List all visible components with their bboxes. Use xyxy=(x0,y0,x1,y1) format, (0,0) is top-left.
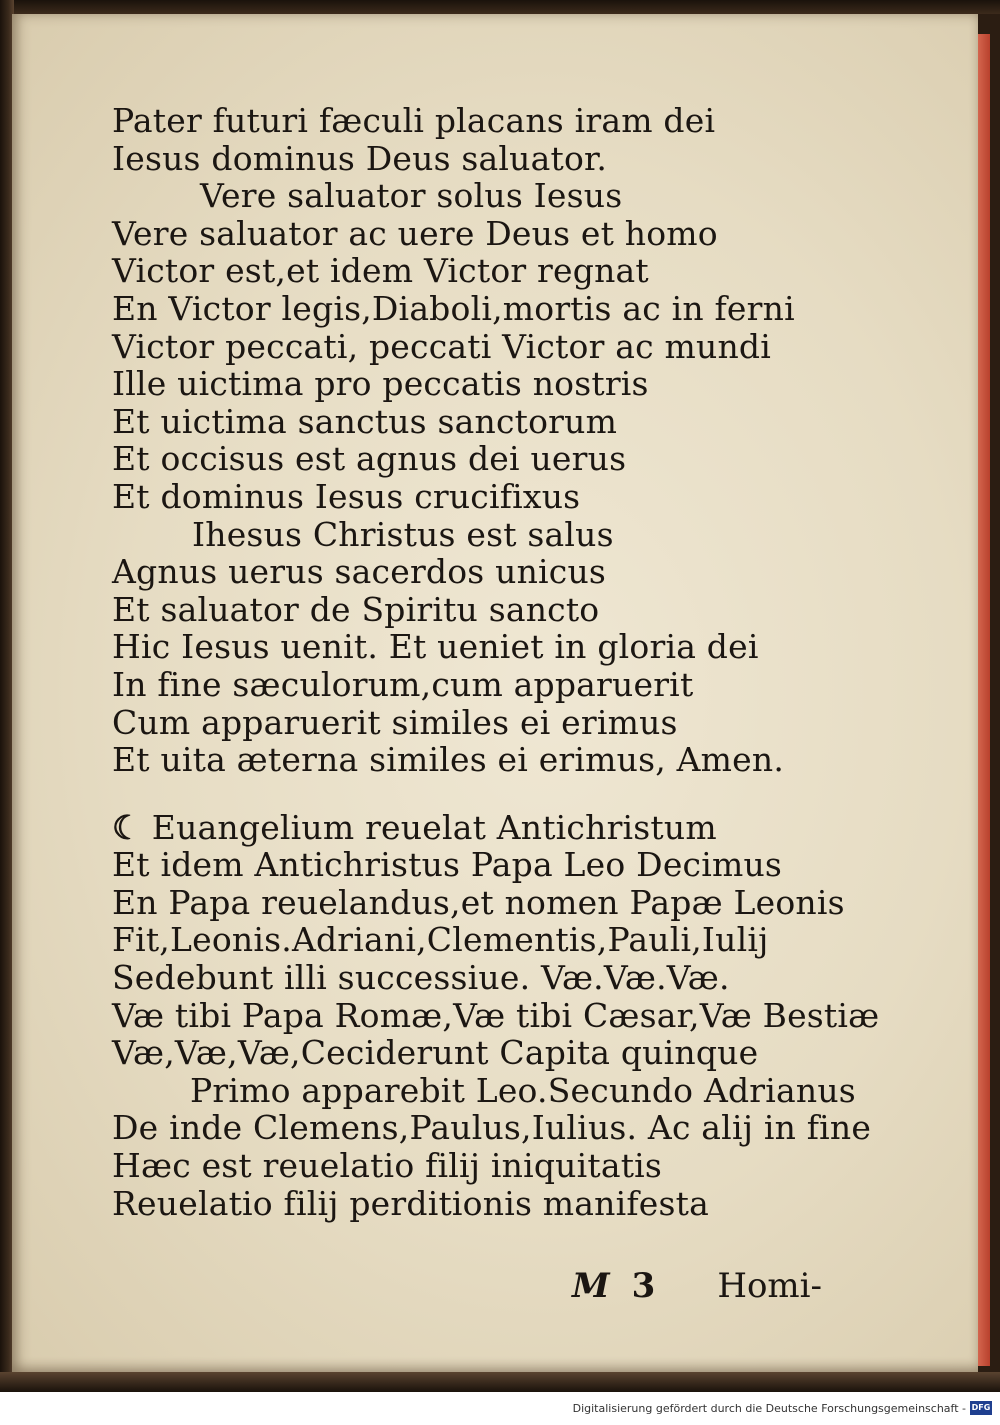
paragraph2-line-9: De inde Clemens,Paulus,Iulius. Ac alij in fine xyxy=(112,1108,872,1148)
paragraph2-line-8: Primo apparebit Leo.Secundo Adrianus xyxy=(190,1070,856,1110)
text-line-11: Et dominus Iesus crucifixus xyxy=(112,476,581,516)
text-line-17: Cum apparuerit similes ei erimus xyxy=(112,702,678,742)
paragraph2-line-2: Et idem Antichristus Papa Leo Decimus xyxy=(112,845,783,885)
book-top-edge xyxy=(0,0,1000,14)
book-bottom-edge xyxy=(0,1372,1000,1392)
book-page xyxy=(12,14,978,1372)
paragraph2-line-5: Sedebunt illi successiue. Væ.Væ.Væ. xyxy=(112,958,730,998)
text-line-8: Ille uictima pro peccatis nostris xyxy=(112,364,649,404)
text-line-13: Agnus uerus sacerdos unicus xyxy=(112,552,607,592)
footer-credit: Digitalisierung gefördert durch die Deutsche Forschungsgemeinschaft - xyxy=(572,1402,966,1415)
dfg-logo: DFG xyxy=(970,1401,992,1415)
text-line-15: Hic Iesus uenit. Et ueniet in gloria dei xyxy=(112,627,759,667)
signature-number: 3 xyxy=(631,1266,656,1306)
paragraph2-line-4: Fit,Leonis.Adriani,Clementis,Pauli,Iulij xyxy=(112,920,769,960)
text-line-9: Et uictima sanctus sanctorum xyxy=(112,401,618,441)
paragraph2-line-1 xyxy=(112,809,912,847)
paragraph2-line-1-text: Euangelium reuelat Antichristum xyxy=(151,807,717,847)
paragraph2-line-10: Hæc est reuelatio filij iniquitatis xyxy=(112,1146,663,1186)
signature-line xyxy=(572,1266,902,1306)
paragraph2-line-7: Væ,Væ,Væ,Ceciderunt Capita quinque xyxy=(112,1033,759,1073)
text-line-1: Pater futuri fæculi placans iram dei xyxy=(112,101,716,140)
pilcrow-icon: ☾ xyxy=(112,807,142,847)
paragraph2-line-11: Reuelatio filij perditionis manifesta xyxy=(112,1183,709,1223)
text-line-6: En Victor legis,Diaboli,mortis ac in ferni xyxy=(112,288,795,328)
text-line-14: Et saluator de Spiritu sancto xyxy=(112,589,600,629)
paragraph-gap xyxy=(112,779,912,809)
red-page-edge xyxy=(976,34,990,1366)
catchword: Homi- xyxy=(717,1266,823,1306)
text-line-2: Iesus dominus Deus saluator. xyxy=(112,138,608,178)
text-line-18: Et uita æterna similes ei erimus, Amen. xyxy=(112,740,785,780)
paragraph2-line-6: Væ tibi Papa Romæ,Væ tibi Cæsar,Væ Bestiæ xyxy=(112,995,880,1035)
page-text xyxy=(112,102,912,1222)
text-line-3: Vere saluator solus Iesus xyxy=(200,176,623,216)
footer-bar xyxy=(0,1392,1000,1425)
text-line-4: Vere saluator ac uere Deus et homo xyxy=(112,213,718,253)
text-line-16: In fine sæculorum,cum apparuerit xyxy=(112,664,694,704)
text-line-10: Et occisus est agnus dei uerus xyxy=(112,439,627,479)
text-line-7: Victor peccati, peccati Victor ac mundi xyxy=(112,326,771,366)
signature-mark: M xyxy=(572,1266,610,1306)
paragraph2-line-3: En Papa reuelandus,et nomen Papæ Leonis xyxy=(112,882,845,922)
text-line-5: Victor est,et idem Victor regnat xyxy=(112,251,649,291)
text-line-12: Ihesus Christus est salus xyxy=(192,514,614,554)
